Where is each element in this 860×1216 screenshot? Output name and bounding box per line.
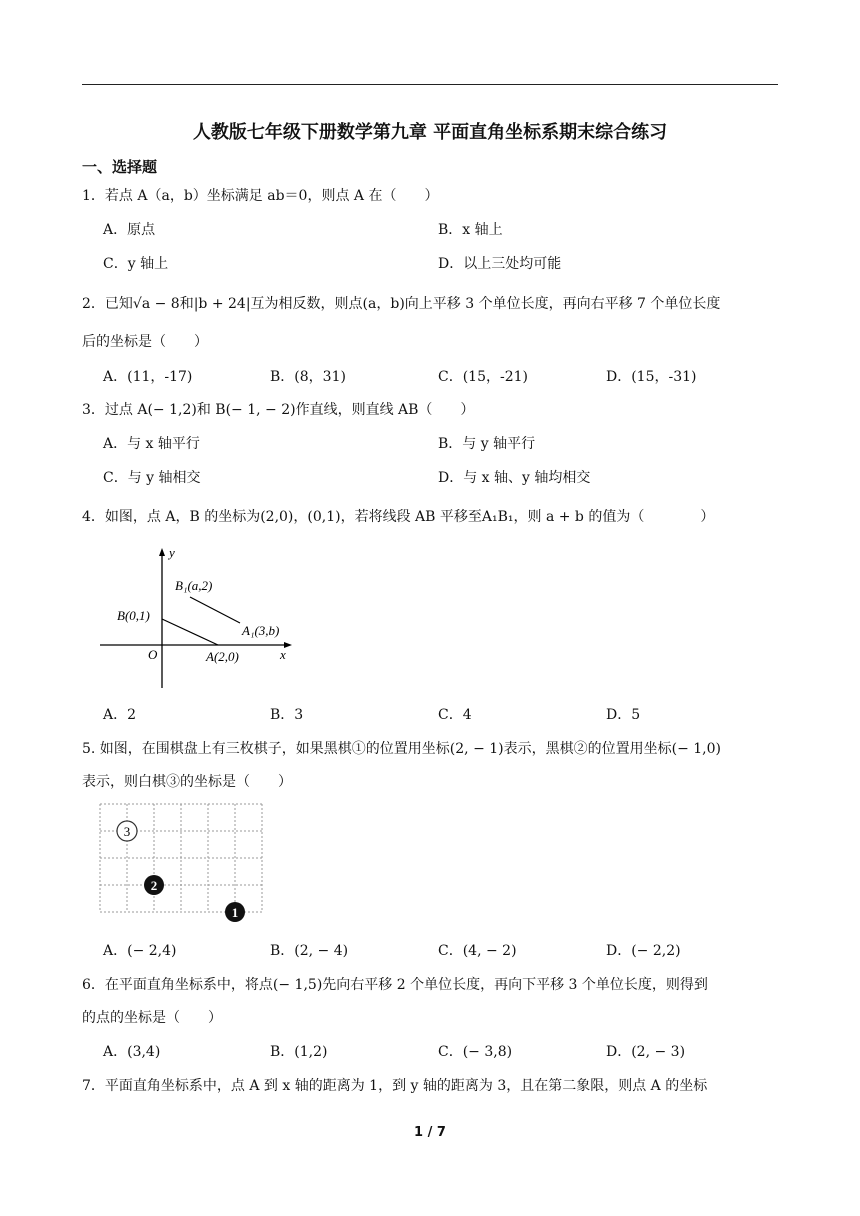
- question-1-stem: 1．若点 A（a，b）坐标满足 ab＝0，则点 A 在（ ）: [82, 188, 439, 204]
- section-heading: 一、选择题: [82, 158, 158, 176]
- q3-option-d: D．与 x 轴、y 轴均相交: [438, 470, 591, 486]
- q5-option-a: A．(− 2,4): [103, 943, 177, 959]
- question-6-stem-line2: 的点的坐标是（ ）: [82, 1010, 222, 1026]
- q4-option-d: D．5: [606, 707, 641, 723]
- q3-option-b: B．与 y 轴平行: [438, 436, 536, 452]
- q2-option-b: B．(8，31): [270, 369, 346, 385]
- q2-option-d: D．(15，-31): [606, 369, 697, 385]
- label-b1: B₁(a,2): [175, 578, 213, 593]
- q6-option-d: D．(2, − 3): [606, 1044, 686, 1060]
- segment-ab: [162, 619, 218, 645]
- q1-option-c: C．y 轴上: [103, 256, 169, 272]
- page-number: 1 / 7: [414, 1125, 446, 1140]
- q6-option-a: A．(3,4): [103, 1044, 161, 1060]
- question-6-stem-line1: 6．在平面直角坐标系中，将点(− 1,5)先向右平移 2 个单位长度，再向下平移 3 个单位长度，则得到: [82, 977, 708, 993]
- q3-option-a: A．与 x 轴平行: [103, 436, 200, 452]
- question-2-stem-line1: 2．已知√a − 8和|b + 24|互为相反数，则点(a，b)向上平移 3 个单位长度，再向右平移 7 个单位长度: [82, 296, 721, 312]
- q5-option-c: C．(4, − 2): [438, 943, 517, 959]
- q1-option-d: D．以上三处均可能: [438, 256, 562, 272]
- q2-option-a: A．(11，-17): [103, 369, 193, 385]
- q4-option-b: B．3: [270, 707, 304, 723]
- black-stone-1-label: 1: [231, 905, 239, 920]
- y-axis-arrow: [159, 548, 165, 556]
- question-7-stem: 7．平面直角坐标系中，点 A 到 x 轴的距离为 1，到 y 轴的距离为 3，且在第二象限，则点 A 的坐标: [82, 1078, 708, 1094]
- q4-option-c: C．4: [438, 707, 472, 723]
- question-5-stem-line1: 5. 如图，在围棋盘上有三枚棋子，如果黑棋①的位置用坐标(2, − 1)表示，黑棋②的位置用坐标(− 1,0): [82, 741, 721, 757]
- label-a1: A₁(3,b): [242, 623, 280, 638]
- page-title: 人教版七年级下册数学第九章 平面直角坐标系期末综合练习: [192, 122, 668, 143]
- q2-option-c: C．(15，-21): [438, 369, 528, 385]
- q5-option-d: D．(− 2,2): [606, 943, 681, 959]
- q4-coordinate-figure: [98, 545, 298, 690]
- white-stone-3-label: 3: [123, 824, 131, 839]
- q5-go-board-figure: [98, 801, 266, 923]
- q6-option-b: B．(1,2): [270, 1044, 328, 1060]
- question-2-stem-line2: 后的坐标是（ ）: [82, 334, 208, 350]
- question-3-stem: 3．过点 A(− 1,2)和 B(− 1, − 2)作直线，则直线 AB（ ）: [82, 402, 475, 418]
- q1-option-b: B．x 轴上: [438, 222, 503, 238]
- question-4-stem: 4．如图，点 A，B 的坐标为(2,0)，(0,1)，若将线段 AB 平移至A₁B₁，则 a + b 的值为（ ）: [82, 509, 715, 525]
- label-b: B(0,1): [117, 608, 150, 623]
- origin-label: O: [148, 647, 158, 662]
- q4-option-a: A．2: [103, 707, 137, 723]
- q3-option-c: C．与 y 轴相交: [103, 470, 201, 486]
- segment-a1b1: [190, 597, 240, 623]
- question-5-stem-line2: 表示，则白棋③的坐标是（ ）: [82, 774, 292, 790]
- q5-option-b: B．(2, − 4): [270, 943, 349, 959]
- label-a: A(2,0): [206, 649, 239, 664]
- header-rule: [82, 84, 778, 85]
- y-axis-label: y: [169, 545, 175, 560]
- q1-option-a: A．原点: [103, 222, 156, 238]
- x-axis-label: x: [280, 647, 286, 662]
- black-stone-2-label: 2: [150, 878, 158, 893]
- q6-option-c: C．(− 3,8): [438, 1044, 513, 1060]
